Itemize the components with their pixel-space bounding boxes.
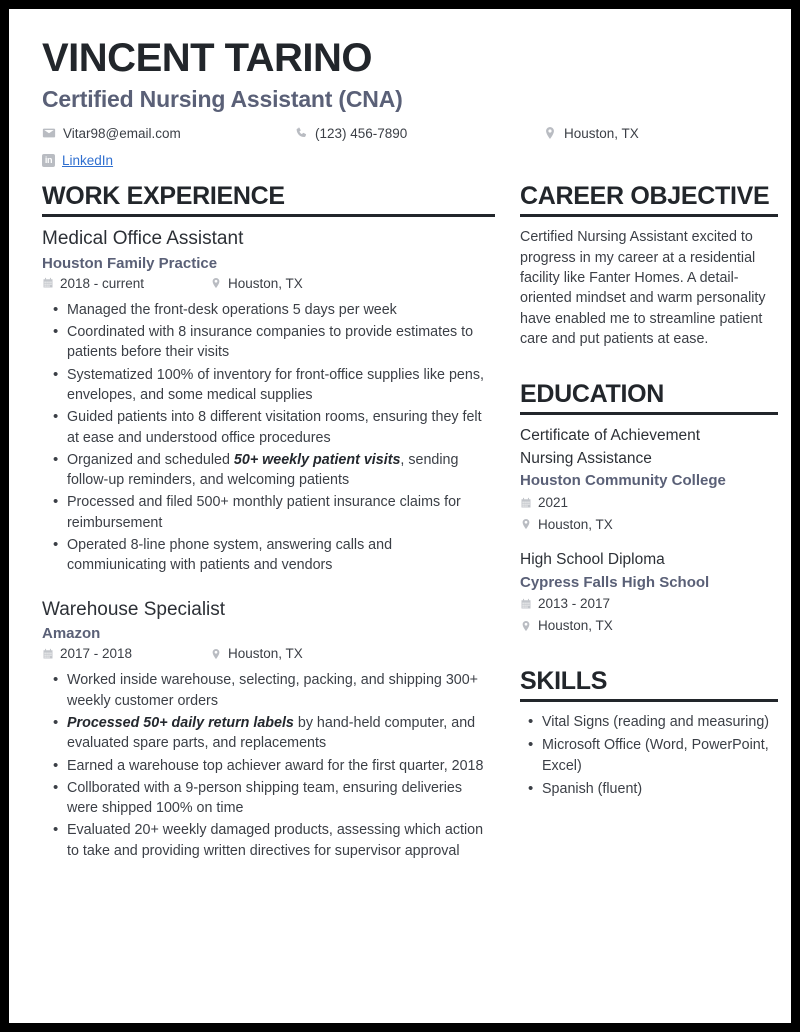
right-column [520,182,778,804]
location-pin-icon [210,648,222,660]
section-divider [520,214,778,217]
education-location [520,514,778,536]
contact-location-text: Houston, TX [564,125,639,141]
education-location-text: Houston, TX [538,516,613,532]
bullet-item: • Systematized 100% of inventory for front-office supplies like pens, envelopes, and some medical supplies [42,365,495,406]
location-pin-icon [543,126,557,140]
experience-dates [42,646,132,661]
education-entry [520,549,778,636]
experience-job-title: Medical Office Assistant [42,228,244,250]
education-location [520,615,778,637]
phone-icon [294,126,308,140]
location-pin-icon [520,620,532,632]
education-school: Cypress Falls High School [520,573,710,591]
experience-entry [42,227,495,576]
section-divider [42,214,495,217]
bullet-item: • Worked inside warehouse, selecting, packing, and shipping 300+ weekly customer orders [42,670,495,711]
education-degree: Certificate of Achievement [520,427,701,445]
job-title-subtitle: Certified Nursing Assistant (CNA) [42,86,403,113]
contact-phone[interactable] [294,126,407,141]
education-dates [520,492,778,514]
experience-meta [42,646,495,668]
education-dates [520,593,778,615]
section-career-objective [520,182,778,350]
skill-item: • Spanish (fluent) [520,779,778,799]
location-pin-icon [210,277,222,289]
contact-info-group [42,126,761,182]
skills-heading: SKILLS [520,666,608,695]
education-location-text: Houston, TX [538,617,613,633]
bullet-item: • Operated 8-line phone system, answering calls and commiunicating with patients and vendors [42,535,495,576]
linkedin-link[interactable]: LinkedIn [62,152,114,168]
left-column [42,182,495,865]
section-education [520,380,778,637]
section-work-experience [42,182,495,861]
education-heading: EDUCATION [520,379,665,408]
page-title: VINCENT TARINO [42,36,373,80]
experience-job-title: Warehouse Specialist [42,598,226,620]
resume-body [9,182,791,972]
skill-item: • Vital Signs (reading and measuring) [520,712,778,732]
calendar-icon [42,277,54,289]
bullet-item: • Collborated with a 9-person shipping team, ensuring deliveries were shipped 100% on time [42,778,495,819]
experience-company: Houston Family Practice [42,254,218,272]
experience-entry [42,598,495,861]
experience-dates-text: 2018 - current [60,275,145,291]
bullet-item: • Evaluated 20+ weekly damaged products, assessing which action to take and providing written directives for supervisor approval [42,820,495,861]
bullet-item: • Coordinated with 8 insurance companies to provide estimates to patients before their visits [42,322,495,363]
experience-location-text: Houston, TX [228,275,303,291]
experience-bullet-list [42,300,495,576]
calendar-icon [42,648,54,660]
education-degree: High School Diploma [520,551,665,569]
education-dates-text: 2013 - 2017 [538,596,611,612]
experience-company: Amazon [42,625,101,643]
education-school: Houston Community College [520,472,726,490]
experience-bullet-list [42,670,495,861]
experience-location [210,276,303,291]
experience-location [210,646,303,661]
career-objective-text: Certified Nursing Assistant excited to progress in my career at a residential facility like Fanter Homes. A detail-oriented mindset and warm personality have enabled me to streamline patient care and put patients at ease. [520,229,766,348]
skills-list [520,712,778,799]
contact-email[interactable] [42,126,181,141]
resume-page [9,9,791,1023]
bullet-item: • Processed and filed 500+ monthly patient insurance claims for reimbursement [42,492,495,533]
contact-phone-text: (123) 456-7890 [315,125,408,141]
education-field: Nursing Assistance [520,449,652,467]
linkedin-icon: in [42,154,55,167]
resume-header [9,9,791,182]
envelope-icon [42,126,56,140]
education-dates-text: 2021 [538,494,569,510]
education-entry [520,425,778,535]
experience-meta [42,276,495,298]
contact-email-text: Vitar98@email.com [63,125,181,141]
section-divider [520,412,778,415]
work-experience-heading: WORK EXPERIENCE [42,181,285,210]
career-objective-heading: CAREER OBJECTIVE [520,181,770,210]
section-divider [520,699,778,702]
contact-linkedin[interactable] [42,153,113,168]
bullet-item: • Guided patients into 8 different visitation rooms, ensuring they felt at ease and understood office procedures [42,407,495,448]
bullet-item: • Earned a warehouse top achiever award for the first quarter, 2018 [42,756,495,776]
bullet-item: • Processed 50+ daily return labels by hand-held computer, and evaluated spare parts, and replacements [42,713,495,754]
calendar-icon [520,497,532,509]
experience-dates [42,276,144,291]
skill-item: • Microsoft Office (Word, PowerPoint, Excel) [520,735,778,776]
section-skills [520,667,778,800]
experience-location-text: Houston, TX [228,646,303,662]
contact-location [543,126,639,141]
bullet-item: • Organized and scheduled 50+ weekly patient visits, sending follow-up reminders, and welcoming patients [42,450,495,491]
bullet-item: • Managed the front-desk operations 5 days per week [42,300,495,320]
calendar-icon [520,598,532,610]
location-pin-icon [520,518,532,530]
experience-dates-text: 2017 - 2018 [60,646,133,662]
